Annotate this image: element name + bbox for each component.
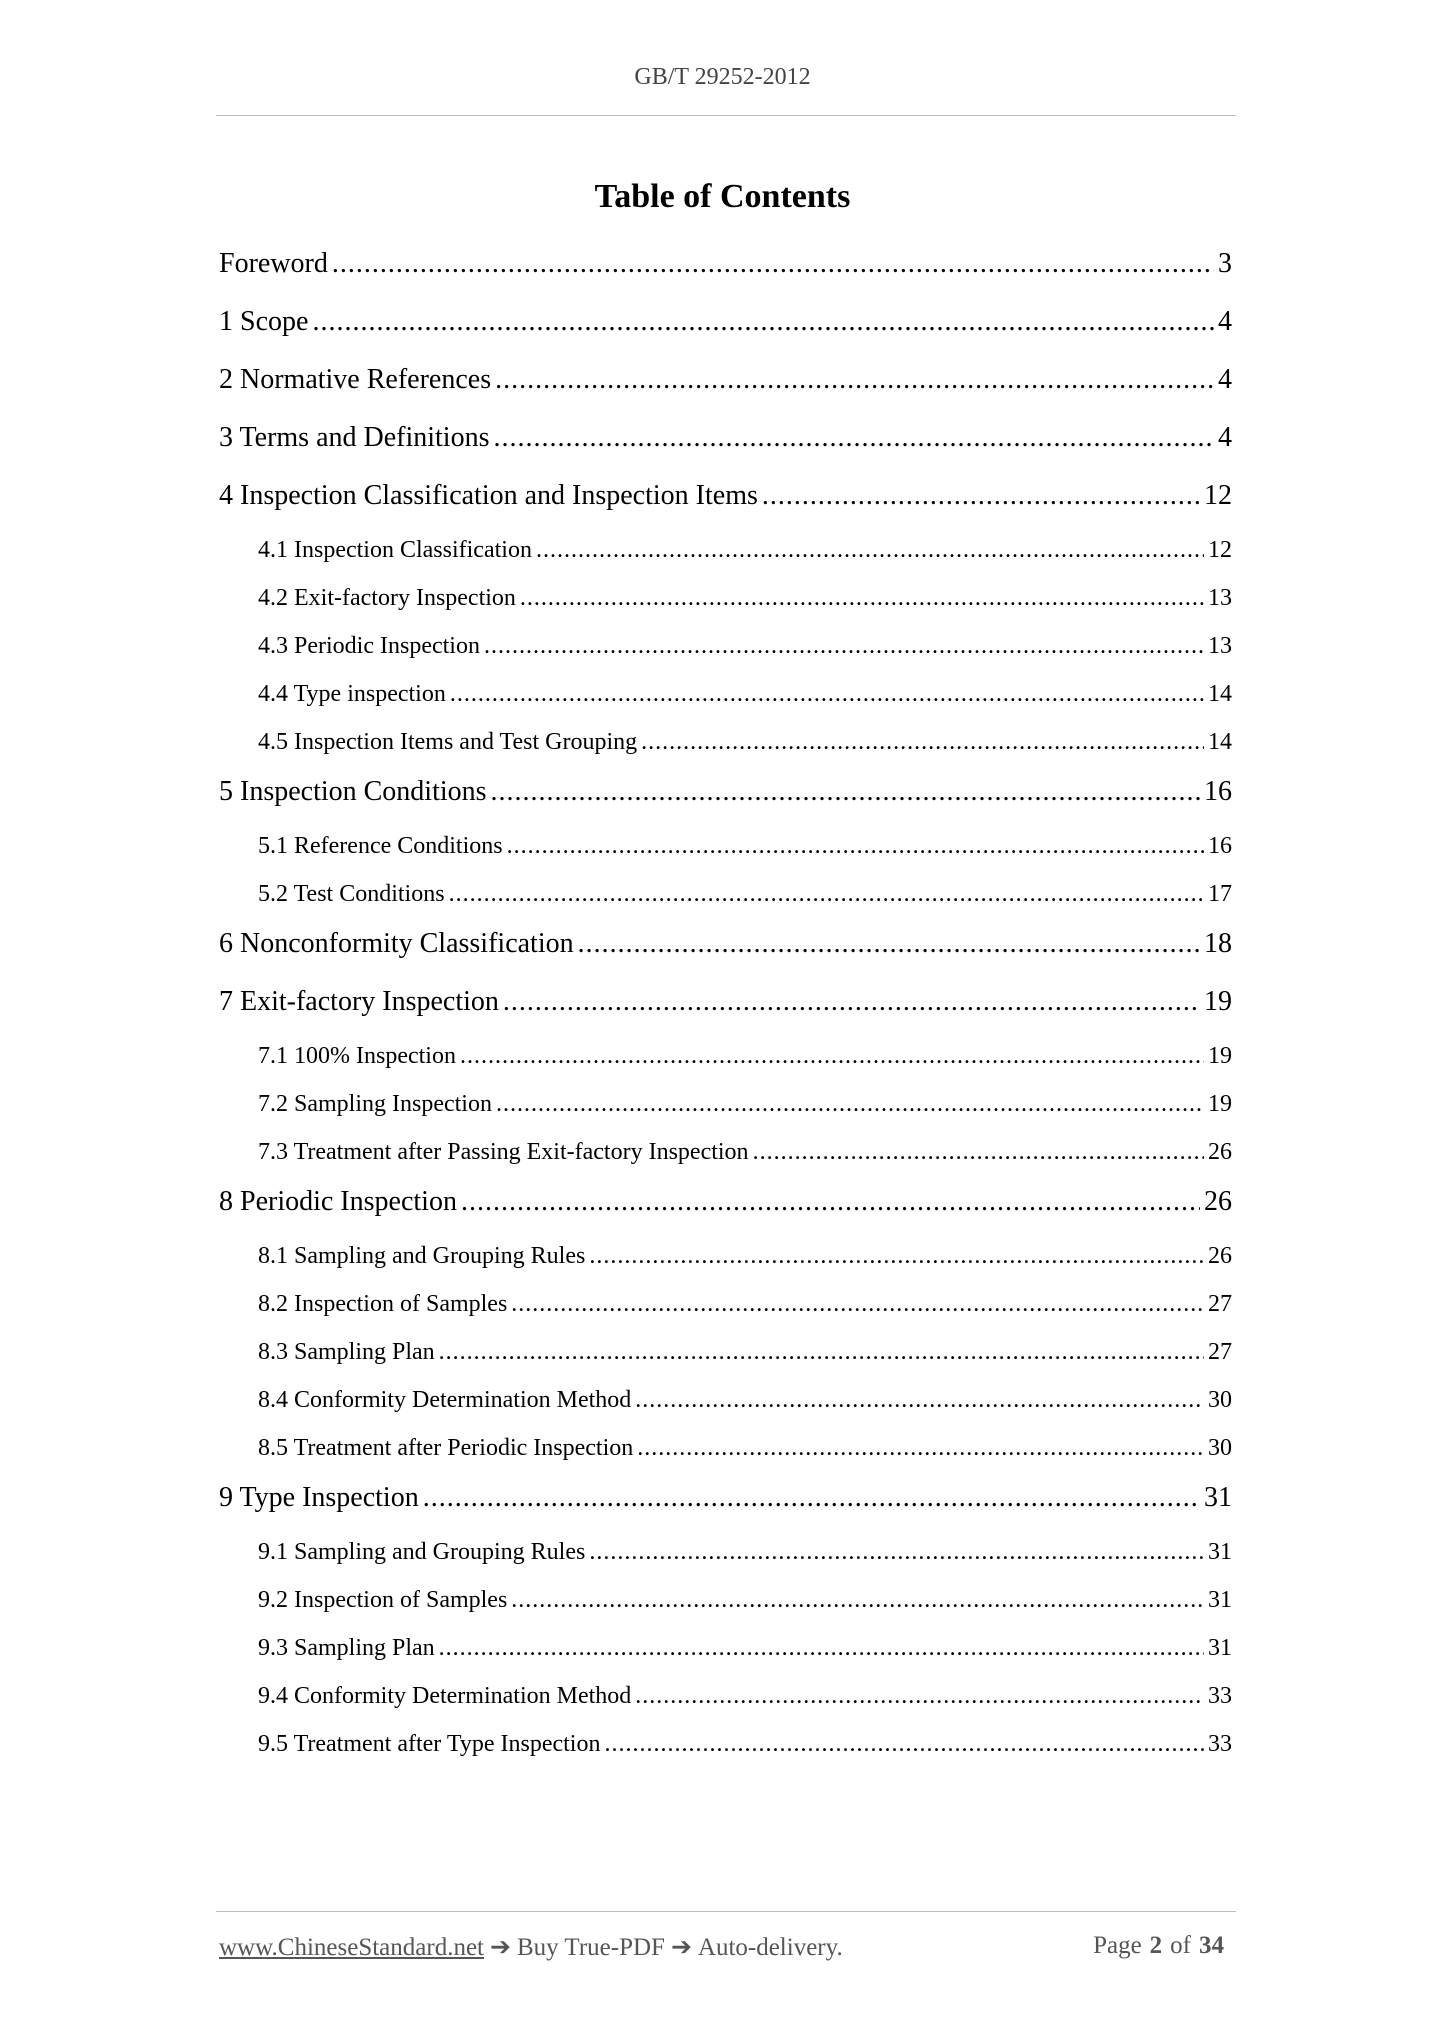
toc-entry[interactable] — [219, 480, 1232, 512]
toc-entry-label: 8 Periodic Inspection — [219, 1186, 457, 1217]
toc-dot-leader — [507, 833, 1204, 860]
toc-entry-label: 9.5 Treatment after Type Inspection — [258, 1731, 601, 1757]
toc-entry-label: 5.1 Reference Conditions — [258, 833, 503, 859]
footer-promo — [219, 1932, 843, 1962]
header-divider — [216, 115, 1236, 116]
toc-entry[interactable] — [258, 1539, 1232, 1566]
toc-dot-leader — [762, 480, 1200, 512]
toc-dot-leader — [604, 1731, 1204, 1758]
toc-dot-leader — [495, 364, 1214, 396]
toc-entry[interactable] — [219, 248, 1232, 280]
of-word: of — [1170, 1932, 1191, 1959]
toc-entry[interactable] — [258, 1683, 1232, 1710]
toc-entry-label: 4.2 Exit-factory Inspection — [258, 585, 516, 611]
site-link[interactable]: www.ChineseStandard.net — [219, 1934, 484, 1961]
toc-entry[interactable] — [258, 633, 1232, 660]
toc-entry-page: 19 — [1208, 1091, 1232, 1117]
toc-entry[interactable] — [258, 1339, 1232, 1366]
toc-entry-label: 3 Terms and Definitions — [219, 422, 490, 453]
toc-entry-label: 9.4 Conformity Determination Method — [258, 1683, 632, 1709]
toc-dot-leader — [753, 1139, 1204, 1166]
toc-entry[interactable] — [258, 1435, 1232, 1462]
toc-entry-label: 7.1 100% Inspection — [258, 1043, 456, 1069]
toc-entry-label: 9.1 Sampling and Grouping Rules — [258, 1539, 586, 1565]
toc-entry-label: 4.3 Periodic Inspection — [258, 633, 480, 659]
toc-entry[interactable] — [219, 776, 1232, 808]
toc-dot-leader — [423, 1482, 1200, 1514]
toc-dot-leader — [511, 1291, 1204, 1318]
toc-entry-page: 26 — [1204, 1186, 1232, 1217]
toc-entry[interactable] — [219, 422, 1232, 454]
toc-entry-page: 27 — [1208, 1339, 1232, 1365]
toc-entry-label: 5 Inspection Conditions — [219, 776, 487, 807]
toc-dot-leader — [503, 986, 1200, 1018]
toc-entry-page: 4 — [1218, 364, 1232, 395]
toc-entry-label: 4.4 Type inspection — [258, 681, 446, 707]
toc-entry-label: 9.2 Inspection of Samples — [258, 1587, 508, 1613]
toc-dot-leader — [312, 306, 1214, 338]
toc-entry[interactable] — [258, 1291, 1232, 1318]
toc-dot-leader — [496, 1091, 1204, 1118]
toc-dot-leader — [536, 537, 1204, 564]
toc-entry-label: 9 Type Inspection — [219, 1482, 419, 1513]
toc-entry[interactable] — [258, 833, 1232, 860]
toc-entry[interactable] — [258, 585, 1232, 612]
toc-dot-leader — [635, 1683, 1204, 1710]
toc-entry-page: 12 — [1208, 537, 1232, 563]
toc-entry-page: 4 — [1218, 306, 1232, 337]
toc-dot-leader — [332, 248, 1214, 280]
toc-entry-page: 30 — [1208, 1435, 1232, 1461]
toc-dot-leader — [461, 1186, 1200, 1218]
toc-entry-label: 9.3 Sampling Plan — [258, 1635, 435, 1661]
toc-entry-page: 16 — [1204, 776, 1232, 807]
toc-entry-label: 2 Normative References — [219, 364, 492, 395]
toc-entry-label: 7.2 Sampling Inspection — [258, 1091, 492, 1117]
toc-entry[interactable] — [219, 928, 1232, 960]
toc-dot-leader — [450, 681, 1204, 708]
toc-dot-leader — [484, 633, 1204, 660]
toc-entry-label: 1 Scope — [219, 306, 309, 337]
toc-dot-leader — [637, 1435, 1204, 1462]
toc-entry-page: 18 — [1204, 928, 1232, 959]
toc-entry-page: 31 — [1208, 1539, 1232, 1565]
toc-entry-page: 31 — [1208, 1587, 1232, 1613]
right-arrow-icon: ➔ — [670, 1934, 692, 1961]
toc-entry-page: 31 — [1208, 1635, 1232, 1661]
toc-entry-page: 17 — [1208, 881, 1232, 907]
toc-entry-label: 7.3 Treatment after Passing Exit-factory Inspection — [258, 1139, 749, 1165]
buy-text: Buy True-PDF — [516, 1934, 665, 1961]
toc-dot-leader — [493, 422, 1214, 454]
delivery-text: Auto-delivery. — [697, 1934, 843, 1961]
toc-entry[interactable] — [219, 986, 1232, 1018]
toc-title: Table of Contents — [594, 178, 851, 215]
toc-entry[interactable] — [219, 364, 1232, 396]
toc-entry-label: 8.4 Conformity Determination Method — [258, 1387, 632, 1413]
toc-entry-page: 33 — [1208, 1683, 1232, 1709]
toc-entry-label: 8.3 Sampling Plan — [258, 1339, 435, 1365]
toc-entry-label: 8.2 Inspection of Samples — [258, 1291, 508, 1317]
toc-entry[interactable] — [258, 1139, 1232, 1166]
toc-entry[interactable] — [258, 1387, 1232, 1414]
toc-dot-leader — [449, 881, 1204, 908]
toc-entry-page: 16 — [1208, 833, 1232, 859]
toc-entry[interactable] — [258, 1243, 1232, 1270]
toc-entry-page: 33 — [1208, 1731, 1232, 1757]
page-total: 34 — [1199, 1932, 1224, 1959]
page-indicator — [1093, 1932, 1232, 1960]
toc-entry[interactable] — [219, 1482, 1232, 1514]
toc-entry[interactable] — [219, 1186, 1232, 1218]
toc-dot-leader — [491, 776, 1200, 808]
toc-entry-label: 4 Inspection Classification and Inspection Items — [219, 480, 758, 511]
toc-entry-label: Foreword — [219, 248, 328, 279]
toc-entry-page: 31 — [1204, 1482, 1232, 1513]
toc-entry[interactable] — [258, 1635, 1232, 1662]
page-word: Page — [1093, 1932, 1142, 1959]
toc-entry[interactable] — [258, 681, 1232, 708]
toc-entry-page: 12 — [1204, 480, 1232, 511]
toc-dot-leader — [439, 1635, 1204, 1662]
toc-entry-page: 4 — [1218, 422, 1232, 453]
toc-dot-leader — [460, 1043, 1204, 1070]
toc-entry[interactable] — [219, 306, 1232, 338]
toc-entry-label: 4.5 Inspection Items and Test Grouping — [258, 729, 638, 755]
toc-entry[interactable] — [258, 729, 1232, 756]
toc-entry-page: 14 — [1208, 729, 1232, 755]
toc-dot-leader — [511, 1587, 1204, 1614]
toc-dot-leader — [589, 1539, 1204, 1566]
toc-entry-page: 14 — [1208, 681, 1232, 707]
toc-entry-page: 26 — [1208, 1243, 1232, 1269]
toc-entry[interactable] — [258, 1043, 1232, 1070]
right-arrow-icon: ➔ — [490, 1934, 511, 1961]
toc-entry-label: 8.5 Treatment after Periodic Inspection — [258, 1435, 634, 1461]
page-current: 2 — [1149, 1932, 1163, 1959]
toc-dot-leader — [635, 1387, 1204, 1414]
toc-dot-leader — [520, 585, 1204, 612]
toc-entry-page: 30 — [1208, 1387, 1232, 1413]
header-doc-id: GB/T 29252-2012 — [634, 64, 811, 90]
toc-entry[interactable] — [258, 537, 1232, 564]
toc-entry-page: 19 — [1204, 986, 1232, 1017]
toc-dot-leader — [578, 928, 1200, 960]
toc-entry[interactable] — [258, 1587, 1232, 1614]
toc-dot-leader — [439, 1339, 1204, 1366]
toc-entry-page: 19 — [1208, 1043, 1232, 1069]
toc-entry-label: 6 Nonconformity Classification — [219, 928, 574, 959]
toc-dot-leader — [589, 1243, 1204, 1270]
toc-entry-page: 13 — [1208, 633, 1232, 659]
toc-entry-page: 26 — [1208, 1139, 1232, 1165]
toc-entry[interactable] — [258, 1731, 1232, 1758]
toc-entry[interactable] — [258, 881, 1232, 908]
toc-entry-label: 4.1 Inspection Classification — [258, 537, 532, 563]
toc-entry-label: 8.1 Sampling and Grouping Rules — [258, 1243, 586, 1269]
toc-entry[interactable] — [258, 1091, 1232, 1118]
toc-entry-label: 5.2 Test Conditions — [258, 881, 445, 907]
toc-entry-page: 13 — [1208, 585, 1232, 611]
toc-dot-leader — [641, 729, 1204, 756]
toc-entry-page: 27 — [1208, 1291, 1232, 1317]
footer-divider — [216, 1911, 1236, 1912]
toc-entry-page: 3 — [1218, 248, 1232, 279]
toc-entry-label: 7 Exit-factory Inspection — [219, 986, 499, 1017]
